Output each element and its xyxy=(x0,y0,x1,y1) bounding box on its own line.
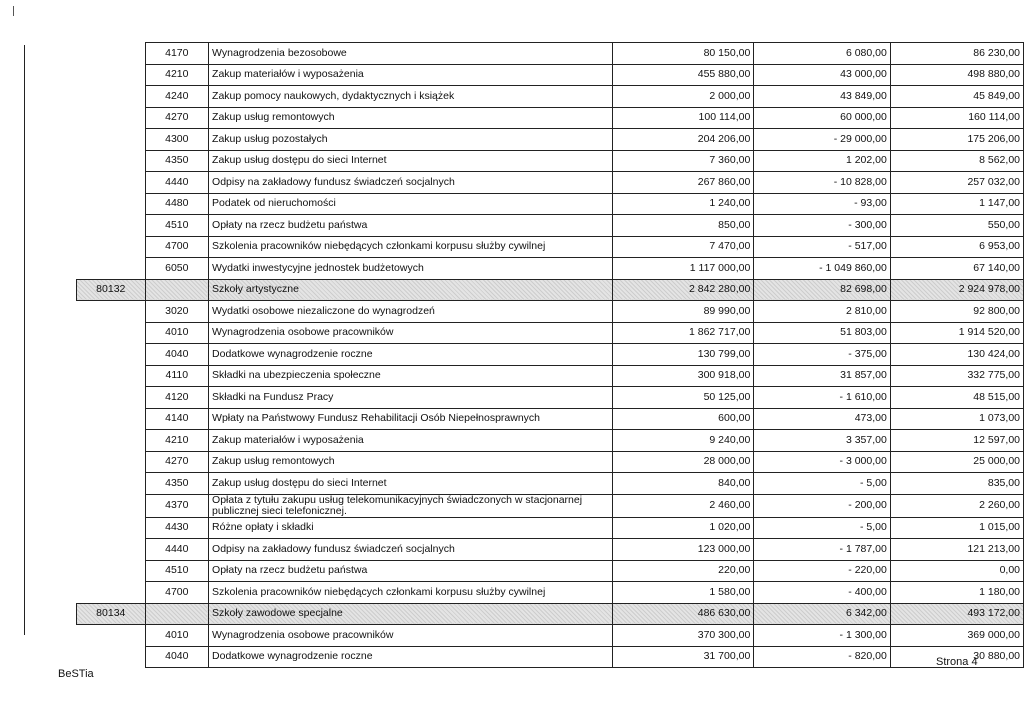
section-name: Szkoły artystyczne xyxy=(209,279,613,301)
plan-amount: 1 580,00 xyxy=(613,582,754,604)
rozdzial-blank-cell xyxy=(77,408,146,430)
paragraph-code: 4370 xyxy=(145,494,208,517)
plan-amount: 1 020,00 xyxy=(613,517,754,539)
table-row xyxy=(77,172,1024,194)
paragraph-code: 4480 xyxy=(145,193,208,215)
expense-name: Podatek od nieruchomości xyxy=(209,193,613,215)
rozdzial-blank-cell xyxy=(77,193,146,215)
rozdzial-blank-cell xyxy=(77,107,146,129)
paragraph-code: 4350 xyxy=(145,150,208,172)
plan-amount: 1 117 000,00 xyxy=(613,258,754,280)
plan-amount: 455 880,00 xyxy=(613,64,754,86)
paragraph-code: 4010 xyxy=(145,322,208,344)
rozdzial-blank-cell xyxy=(77,387,146,409)
paragraph-code: 4270 xyxy=(145,451,208,473)
plan-amount: 2 842 280,00 xyxy=(613,279,754,301)
paragraph-code: 4510 xyxy=(145,560,208,582)
table-row xyxy=(77,129,1024,151)
expense-name: Opłata z tytułu zakupu usług telekomunikacyjnych świadczonych w stacjonarnej publicznej sieci telefonicznej. xyxy=(209,494,613,517)
plan-amount: 7 470,00 xyxy=(613,236,754,258)
change-amount: 3 357,00 xyxy=(754,430,891,452)
footer-software-name: BeSTia xyxy=(58,668,94,680)
change-amount: - 820,00 xyxy=(754,646,891,668)
paragraph-code xyxy=(145,279,208,301)
change-amount: - 300,00 xyxy=(754,215,891,237)
plan-amount: 100 114,00 xyxy=(613,107,754,129)
after-change-amount: 92 800,00 xyxy=(890,301,1023,323)
paragraph-code: 4170 xyxy=(145,43,208,65)
table-row xyxy=(77,494,1024,517)
section-row xyxy=(77,279,1024,301)
plan-amount: 50 125,00 xyxy=(613,387,754,409)
change-amount: - 375,00 xyxy=(754,344,891,366)
table-row xyxy=(77,258,1024,280)
after-change-amount: 48 515,00 xyxy=(890,387,1023,409)
paragraph-code xyxy=(145,603,208,625)
change-amount: - 200,00 xyxy=(754,494,891,517)
expense-name: Składki na ubezpieczenia społeczne xyxy=(209,365,613,387)
paragraph-code: 4210 xyxy=(145,64,208,86)
table-row xyxy=(77,408,1024,430)
after-change-amount: 1 147,00 xyxy=(890,193,1023,215)
rozdzial-blank-cell xyxy=(77,582,146,604)
after-change-amount: 130 424,00 xyxy=(890,344,1023,366)
after-change-amount: 6 953,00 xyxy=(890,236,1023,258)
after-change-amount: 550,00 xyxy=(890,215,1023,237)
paragraph-code: 6050 xyxy=(145,258,208,280)
paragraph-code: 4210 xyxy=(145,430,208,452)
table-row xyxy=(77,582,1024,604)
rozdzial-blank-cell xyxy=(77,473,146,495)
rozdzial-blank-cell xyxy=(77,150,146,172)
paragraph-code: 4300 xyxy=(145,129,208,151)
after-change-amount: 493 172,00 xyxy=(890,603,1023,625)
table-row xyxy=(77,150,1024,172)
paragraph-code: 4440 xyxy=(145,539,208,561)
after-change-amount: 332 775,00 xyxy=(890,365,1023,387)
change-amount: - 400,00 xyxy=(754,582,891,604)
expense-name: Wydatki inwestycyjne jednostek budżetowych xyxy=(209,258,613,280)
expense-name: Wpłaty na Państwowy Fundusz Rehabilitacji Osób Niepełnosprawnych xyxy=(209,408,613,430)
expense-name: Zakup materiałów i wyposażenia xyxy=(209,64,613,86)
after-change-amount: 45 849,00 xyxy=(890,86,1023,108)
after-change-amount: 2 924 978,00 xyxy=(890,279,1023,301)
rozdzial-blank-cell xyxy=(77,625,146,647)
change-amount: - 220,00 xyxy=(754,560,891,582)
rozdzial-blank-cell xyxy=(77,539,146,561)
expense-name: Zakup usług dostępu do sieci Internet xyxy=(209,150,613,172)
plan-amount: 267 860,00 xyxy=(613,172,754,194)
expense-name: Odpisy na zakładowy fundusz świadczeń socjalnych xyxy=(209,172,613,194)
expense-name: Dodatkowe wynagrodzenie roczne xyxy=(209,344,613,366)
change-amount: 43 000,00 xyxy=(754,64,891,86)
rozdzial-blank-cell xyxy=(77,365,146,387)
budget-expenditure-table xyxy=(76,42,1024,668)
after-change-amount: 12 597,00 xyxy=(890,430,1023,452)
change-amount: 51 803,00 xyxy=(754,322,891,344)
plan-amount: 9 240,00 xyxy=(613,430,754,452)
plan-amount: 7 360,00 xyxy=(613,150,754,172)
expense-name: Opłaty na rzecz budżetu państwa xyxy=(209,215,613,237)
expense-name: Zakup usług remontowych xyxy=(209,107,613,129)
section-row xyxy=(77,603,1024,625)
after-change-amount: 160 114,00 xyxy=(890,107,1023,129)
paragraph-code: 4040 xyxy=(145,646,208,668)
expense-name: Zakup usług dostępu do sieci Internet xyxy=(209,473,613,495)
after-change-amount: 2 260,00 xyxy=(890,494,1023,517)
after-change-amount: 1 015,00 xyxy=(890,517,1023,539)
rozdzial-blank-cell xyxy=(77,172,146,194)
change-amount: - 1 610,00 xyxy=(754,387,891,409)
expense-name: Wydatki osobowe niezaliczone do wynagrodzeń xyxy=(209,301,613,323)
after-change-amount: 1 180,00 xyxy=(890,582,1023,604)
change-amount: 43 849,00 xyxy=(754,86,891,108)
rozdzial-blank-cell xyxy=(77,344,146,366)
section-name: Szkoły zawodowe specjalne xyxy=(209,603,613,625)
paragraph-code: 4510 xyxy=(145,215,208,237)
table-row xyxy=(77,473,1024,495)
rozdzial-blank-cell xyxy=(77,560,146,582)
change-amount: - 3 000,00 xyxy=(754,451,891,473)
after-change-amount: 86 230,00 xyxy=(890,43,1023,65)
paragraph-code: 4700 xyxy=(145,582,208,604)
change-amount: 473,00 xyxy=(754,408,891,430)
rozdzial-blank-cell xyxy=(77,430,146,452)
after-change-amount: 1 073,00 xyxy=(890,408,1023,430)
rozdzial-blank-cell xyxy=(77,494,146,517)
plan-amount: 130 799,00 xyxy=(613,344,754,366)
change-amount: - 1 787,00 xyxy=(754,539,891,561)
table-row xyxy=(77,539,1024,561)
plan-amount: 31 700,00 xyxy=(613,646,754,668)
plan-amount: 2 460,00 xyxy=(613,494,754,517)
table-row xyxy=(77,107,1024,129)
paragraph-code: 4010 xyxy=(145,625,208,647)
budget-table-body xyxy=(77,43,1024,668)
plan-amount: 840,00 xyxy=(613,473,754,495)
expense-name: Zakup pomocy naukowych, dydaktycznych i książek xyxy=(209,86,613,108)
change-amount: 31 857,00 xyxy=(754,365,891,387)
rozdzial-blank-cell xyxy=(77,646,146,668)
after-change-amount: 498 880,00 xyxy=(890,64,1023,86)
table-row xyxy=(77,625,1024,647)
expense-name: Zakup usług pozostałych xyxy=(209,129,613,151)
table-row xyxy=(77,517,1024,539)
paragraph-code: 3020 xyxy=(145,301,208,323)
after-change-amount: 369 000,00 xyxy=(890,625,1023,647)
change-amount: - 5,00 xyxy=(754,473,891,495)
expense-name: Różne opłaty i składki xyxy=(209,517,613,539)
table-row xyxy=(77,193,1024,215)
scan-artifact-mark xyxy=(13,6,14,16)
expense-name: Składki na Fundusz Pracy xyxy=(209,387,613,409)
table-row xyxy=(77,301,1024,323)
change-amount: 60 000,00 xyxy=(754,107,891,129)
page-left-rule xyxy=(24,45,25,635)
change-amount: - 517,00 xyxy=(754,236,891,258)
rozdzial-blank-cell xyxy=(77,236,146,258)
expense-name: Wynagrodzenia bezosobowe xyxy=(209,43,613,65)
rozdzial-blank-cell xyxy=(77,451,146,473)
plan-amount: 89 990,00 xyxy=(613,301,754,323)
rozdzial-blank-cell xyxy=(77,43,146,65)
table-row xyxy=(77,215,1024,237)
after-change-amount: 175 206,00 xyxy=(890,129,1023,151)
plan-amount: 204 206,00 xyxy=(613,129,754,151)
plan-amount: 486 630,00 xyxy=(613,603,754,625)
table-row xyxy=(77,64,1024,86)
after-change-amount: 121 213,00 xyxy=(890,539,1023,561)
expense-name: Szkolenia pracowników niebędących członkami korpusu służby cywilnej xyxy=(209,236,613,258)
change-amount: - 5,00 xyxy=(754,517,891,539)
expense-name: Zakup usług remontowych xyxy=(209,451,613,473)
plan-amount: 600,00 xyxy=(613,408,754,430)
plan-amount: 80 150,00 xyxy=(613,43,754,65)
change-amount: - 93,00 xyxy=(754,193,891,215)
expense-name: Odpisy na zakładowy fundusz świadczeń socjalnych xyxy=(209,539,613,561)
rozdzial-blank-cell xyxy=(77,258,146,280)
paragraph-code: 4240 xyxy=(145,86,208,108)
table-row xyxy=(77,451,1024,473)
footer-page-number: Strona 4 xyxy=(936,656,978,668)
table-row xyxy=(77,365,1024,387)
paragraph-code: 4120 xyxy=(145,387,208,409)
plan-amount: 1 862 717,00 xyxy=(613,322,754,344)
rozdzial-code: 80132 xyxy=(77,279,146,301)
table-row xyxy=(77,646,1024,668)
after-change-amount: 30 880,00 xyxy=(890,646,1023,668)
change-amount: - 1 300,00 xyxy=(754,625,891,647)
rozdzial-code: 80134 xyxy=(77,603,146,625)
plan-amount: 123 000,00 xyxy=(613,539,754,561)
change-amount: 6 342,00 xyxy=(754,603,891,625)
paragraph-code: 4700 xyxy=(145,236,208,258)
plan-amount: 300 918,00 xyxy=(613,365,754,387)
paragraph-code: 4040 xyxy=(145,344,208,366)
change-amount: - 29 000,00 xyxy=(754,129,891,151)
table-row xyxy=(77,560,1024,582)
paragraph-code: 4350 xyxy=(145,473,208,495)
plan-amount: 28 000,00 xyxy=(613,451,754,473)
change-amount: - 1 049 860,00 xyxy=(754,258,891,280)
table-row xyxy=(77,236,1024,258)
change-amount: - 10 828,00 xyxy=(754,172,891,194)
paragraph-code: 4270 xyxy=(145,107,208,129)
expense-name: Wynagrodzenia osobowe pracowników xyxy=(209,322,613,344)
table-row xyxy=(77,344,1024,366)
rozdzial-blank-cell xyxy=(77,64,146,86)
change-amount: 6 080,00 xyxy=(754,43,891,65)
after-change-amount: 1 914 520,00 xyxy=(890,322,1023,344)
after-change-amount: 257 032,00 xyxy=(890,172,1023,194)
rozdzial-blank-cell xyxy=(77,215,146,237)
table-row xyxy=(77,322,1024,344)
after-change-amount: 8 562,00 xyxy=(890,150,1023,172)
plan-amount: 370 300,00 xyxy=(613,625,754,647)
expense-name: Szkolenia pracowników niebędących członkami korpusu służby cywilnej xyxy=(209,582,613,604)
expense-name: Dodatkowe wynagrodzenie roczne xyxy=(209,646,613,668)
expense-name: Opłaty na rzecz budżetu państwa xyxy=(209,560,613,582)
change-amount: 82 698,00 xyxy=(754,279,891,301)
table-row xyxy=(77,430,1024,452)
paragraph-code: 4140 xyxy=(145,408,208,430)
change-amount: 1 202,00 xyxy=(754,150,891,172)
rozdzial-blank-cell xyxy=(77,517,146,539)
expense-name: Wynagrodzenia osobowe pracowników xyxy=(209,625,613,647)
paragraph-code: 4110 xyxy=(145,365,208,387)
table-row xyxy=(77,43,1024,65)
plan-amount: 2 000,00 xyxy=(613,86,754,108)
rozdzial-blank-cell xyxy=(77,86,146,108)
paragraph-code: 4440 xyxy=(145,172,208,194)
rozdzial-blank-cell xyxy=(77,129,146,151)
rozdzial-blank-cell xyxy=(77,301,146,323)
change-amount: 2 810,00 xyxy=(754,301,891,323)
paragraph-code: 4430 xyxy=(145,517,208,539)
after-change-amount: 25 000,00 xyxy=(890,451,1023,473)
plan-amount: 220,00 xyxy=(613,560,754,582)
after-change-amount: 67 140,00 xyxy=(890,258,1023,280)
rozdzial-blank-cell xyxy=(77,322,146,344)
table-row xyxy=(77,387,1024,409)
after-change-amount: 0,00 xyxy=(890,560,1023,582)
after-change-amount: 835,00 xyxy=(890,473,1023,495)
table-row xyxy=(77,86,1024,108)
plan-amount: 1 240,00 xyxy=(613,193,754,215)
expense-name: Zakup materiałów i wyposażenia xyxy=(209,430,613,452)
plan-amount: 850,00 xyxy=(613,215,754,237)
